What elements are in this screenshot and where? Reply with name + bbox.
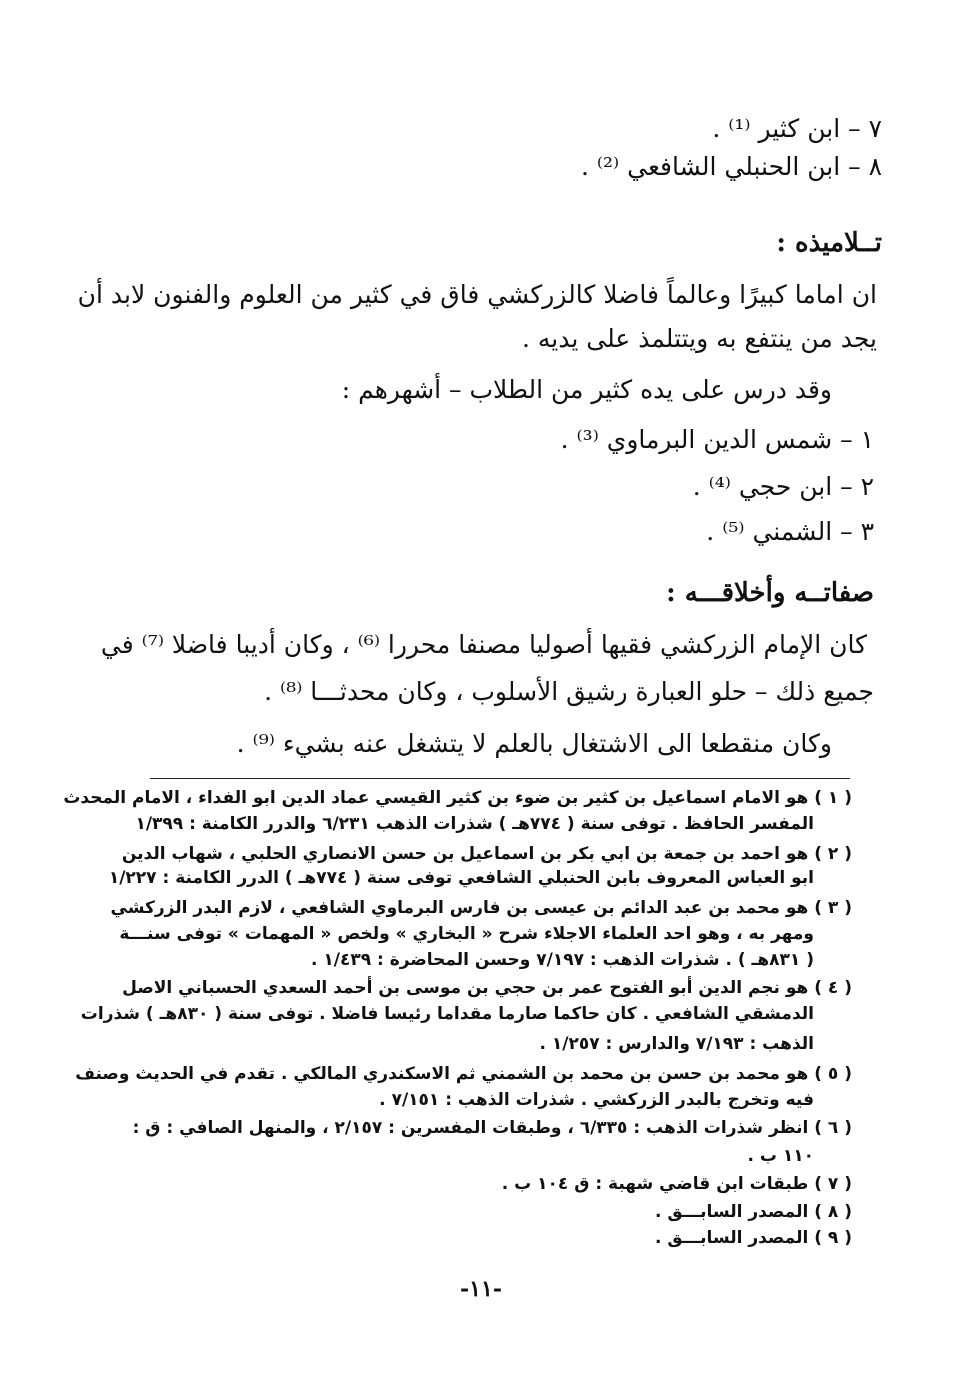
- footnote-1-line-1: ( ١ ) هو الامام اسماعيل بن كثير بن ضوء بن كثير القيسي عماد الدين ابو الفداء ، الامام المحدث: [63, 788, 852, 808]
- students-heading: تــلاميذه :: [776, 228, 882, 258]
- footnote-4-line-1: ( ٤ ) هو نجم الدين أبو الفتوح عمر بن حجي بن موسى بن أحمد السعدي الحسباني الاصل: [122, 978, 852, 998]
- traits-paragraph-line-3: وكان منقطعا الى الاشتغال بالعلم لا يتشغل عنه بشيء ⁽⁹⁾ .: [236, 729, 832, 758]
- footnote-3-line-3: ( ٨٣١هـ ) . شذرات الذهب : ٧/١٩٧ وحسن المحاضرة : ١/٤٣٩ .: [310, 950, 814, 970]
- footnote-5-line-1: ( ٥ ) هو محمد بن حسن بن محمد بن الشمني ثم الاسكندري المالكي . تقدم في الحديث وصنف: [75, 1064, 852, 1084]
- footnote-7: ( ٧ ) طبقات ابن قاضي شهبة : ق ١٠٤ ب .: [501, 1174, 852, 1194]
- footnote-4-line-2: الدمشقي الشافعي . كان حاكما صارما مقداما رئيسا فاضلا . توفى سنة ( ٨٣٠هـ ) شذرات: [80, 1004, 814, 1024]
- student-item-ibn-hijji: ٢ – ابن حجي ⁽⁴⁾ .: [692, 472, 874, 501]
- traits-paragraph-line-1: كان الإمام الزركشي فقيها أصوليا مصنفا محررا ⁽⁶⁾ ، وكان أديبا فاضلا ⁽⁷⁾ في: [100, 630, 867, 659]
- footnote-2-line-1: ( ٢ ) هو احمد بن جمعة بن ابي بكر بن اسماعيل بن حسن الانصاري الحلبي ، شهاب الدين: [121, 844, 852, 864]
- students-paragraph-line-1: ان اماما كبيرًا وعالماً فاضلا كالزركشي فاق في كثير من العلوم والفنون لابد أن: [77, 280, 877, 309]
- page-number: -١١-: [460, 1276, 502, 1302]
- footnote-separator-rule: [150, 778, 850, 779]
- student-item-shumunni: ٣ – الشمني ⁽⁵⁾ .: [706, 517, 874, 546]
- students-intro: وقد درس على يده كثير من الطلاب – أشهرهم :: [341, 375, 832, 404]
- footnote-6-line-2: ١١٠ ب .: [747, 1146, 814, 1166]
- footnote-3-line-2: ومهر به ، وهو احد العلماء الاجلاء شرح « البخاري » ولخص « المهمات » توفى سنـــة: [119, 924, 814, 944]
- footnote-4-line-3: الذهب : ٧/١٩٣ والدارس : ١/٢٥٧ .: [539, 1034, 814, 1054]
- footnote-5-line-2: فيه وتخرج بالبدر الزركشي . شذرات الذهب : ٧/١٥١ .: [379, 1090, 814, 1110]
- traits-heading: صفاتــه وأخلاقـــه :: [666, 578, 874, 608]
- list-item-ibn-alhanbali: ٨ – ابن الحنبلي الشافعي ⁽²⁾ .: [580, 152, 882, 181]
- list-item-ibn-kathir: ٧ – ابن كثير ⁽¹⁾ .: [712, 114, 882, 143]
- footnote-8: ( ٨ ) المصدر السابـــق .: [655, 1202, 852, 1222]
- footnote-6-line-1: ( ٦ ) انظر شذرات الذهب : ٦/٣٣٥ ، وطبقات المفسرين : ٢/١٥٧ ، والمنهل الصافي : ق :: [132, 1118, 852, 1138]
- footnote-2-line-2: ابو العباس المعروف بابن الحنبلي الشافعي توفى سنة ( ٧٧٤هـ ) الدرر الكامنة : ١/٢٢٧: [108, 868, 814, 888]
- student-item-barmawi: ١ – شمس الدين البرماوي ⁽³⁾ .: [560, 425, 874, 454]
- footnote-3-line-1: ( ٣ ) هو محمد بن عبد الدائم بن عيسى بن فارس البرماوي الشافعي ، لازم البدر الزركشي: [110, 898, 852, 918]
- footnote-1-line-2: المفسر الحافظ . توفى سنة ( ٧٧٤هـ ) شذرات الذهب ٦/٢٣١ والدرر الكامنة : ١/٣٩٩: [135, 814, 814, 834]
- traits-paragraph-line-2: جميع ذلك – حلو العبارة رشيق الأسلوب ، وكان محدثـــا ⁽⁸⁾ .: [264, 677, 874, 706]
- footnote-9: ( ٩ ) المصدر السابـــق .: [655, 1228, 852, 1248]
- students-paragraph-line-2: يجد من ينتفع به ويتتلمذ على يديه .: [521, 324, 877, 353]
